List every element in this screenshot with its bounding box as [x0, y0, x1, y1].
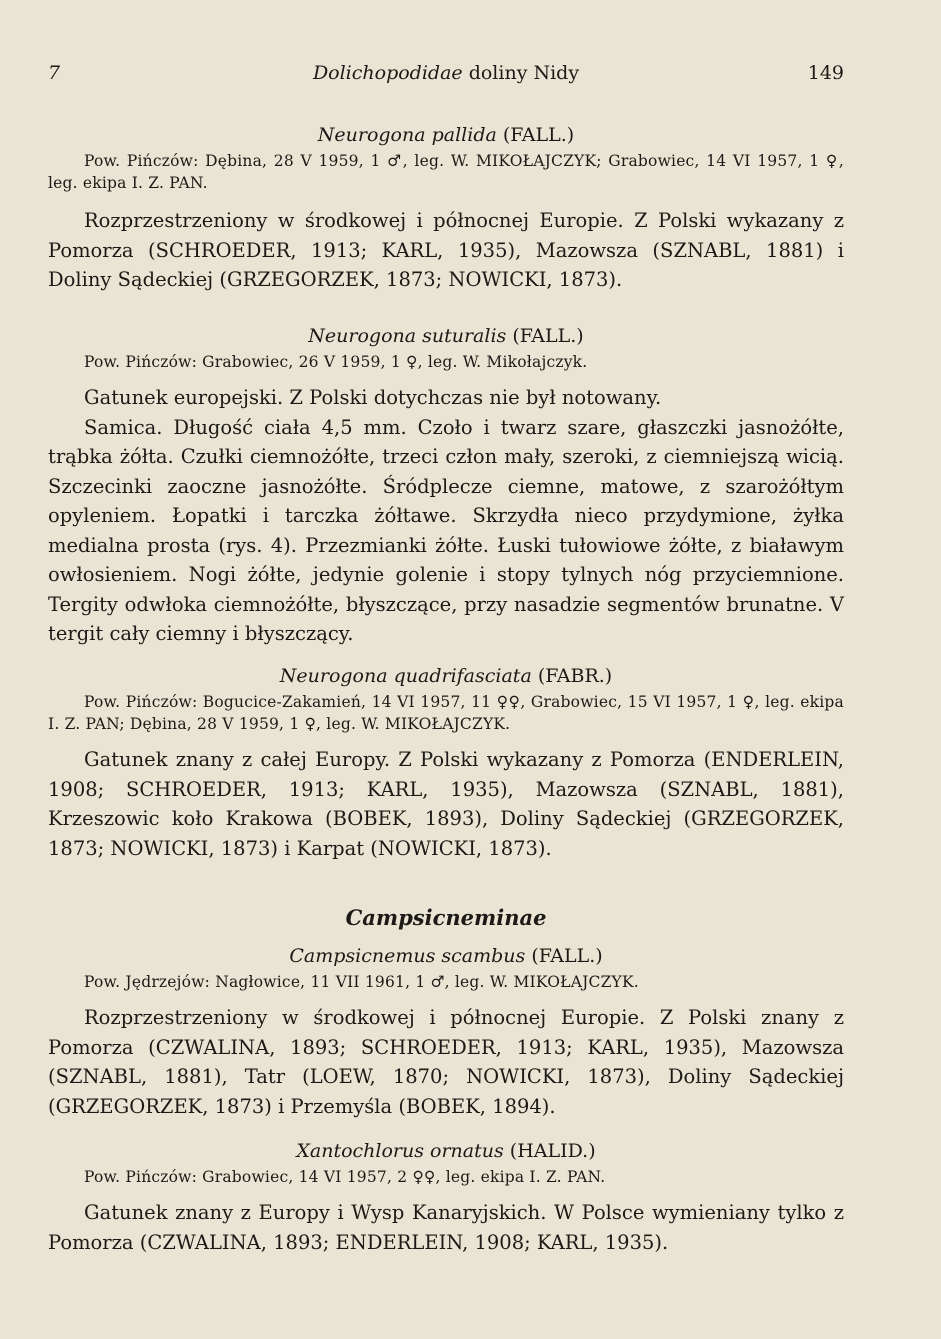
species-heading	[48, 945, 844, 967]
margin-mark: 7	[48, 62, 61, 84]
species-author: (HALID.)	[509, 1140, 596, 1162]
specimen-record: Pow. Jędrzejów: Nagłowice, 11 VII 1961, 1 ♂, leg. W. MIKOŁAJCZYK.	[84, 973, 639, 991]
species-section	[48, 665, 844, 863]
species-heading	[48, 325, 844, 347]
body-paragraph: Gatunek znany z Europy i Wysp Kanaryjskich. W Polsce wymieniany tylko z Pomorza (CZWALINA, 1893; ENDERLEIN, 1908; KARL, 1935).	[48, 1201, 844, 1254]
running-title-family: Dolichopodidae	[312, 62, 463, 84]
specimen-record: Pow. Pińczów: Dębina, 28 V 1959, 1 ♂, leg. W. MIKOŁAJCZYK; Grabowiec, 14 VI 1957, 1 ♀, leg. ekipa I. Z. PAN.	[48, 152, 844, 192]
species-author: (FALL.)	[531, 945, 603, 967]
species-author: (FABR.)	[537, 665, 613, 687]
subfamily-heading: Campsicneminae	[345, 905, 547, 930]
specimen-record: Pow. Pińczów: Grabowiec, 26 V 1959, 1 ♀, leg. W. Mikołajczyk.	[84, 353, 588, 371]
species-section	[48, 325, 844, 649]
body-paragraph: Gatunek znany z całej Europy. Z Polski wykazany z Pomorza (ENDERLEIN, 1908; SCHROEDER, 1913; KARL, 1935), Mazowsza (SZNABL, 1881), Krzeszowic koło Krakowa (BOBEK, 1893), Doliny Sądeckiej (GRZEGORZEK, 1873; NOWICKI, 1873) i Karpat (NOWICKI, 1873).	[48, 748, 844, 860]
species-author: (FALL.)	[512, 325, 584, 347]
running-title	[48, 62, 844, 84]
species-name: Neurogona suturalis	[308, 325, 507, 347]
body-paragraph: Rozprzestrzeniony w środkowej i północnej Europie. Z Polski znany z Pomorza (CZWALINA, 1893; SCHROEDER, 1913; KARL, 1935), Mazowsza (SZNABL, 1881), Tatr (LOEW, 1870; NOWICKI, 1873), Doliny Sądeckiej (GRZEGORZEK, 1873) i Przemyśla (BOBEK, 1894).	[48, 1006, 844, 1118]
species-section	[48, 124, 844, 295]
specimen-record: Pow. Pińczów: Grabowiec, 14 VI 1957, 2 ♀♀, leg. ekipa I. Z. PAN.	[84, 1168, 606, 1186]
species-heading	[48, 124, 844, 146]
species-author: (FALL.)	[502, 124, 575, 146]
running-header	[48, 62, 844, 92]
body-paragraph: Gatunek europejski. Z Polski dotychczas nie był notowany.	[84, 386, 662, 409]
species-name: Neurogona quadrifasciata	[279, 665, 532, 687]
species-name: Xantochlorus ornatus	[296, 1140, 504, 1162]
species-name: Neurogona pallida	[317, 124, 497, 146]
species-name: Campsicnemus scambus	[289, 945, 526, 967]
species-heading	[48, 665, 844, 687]
page-number: 149	[807, 62, 844, 84]
specimen-record: Pow. Pińczów: Bogucice-Zakamień, 14 VI 1957, 11 ♀♀, Grabowiec, 15 VI 1957, 1 ♀, leg. ekipa I. Z. PAN; Dębina, 28 V 1959, 1 ♀, leg. W. MIKOŁAJCZYK.	[48, 693, 844, 733]
running-title-rest: doliny Nidy	[462, 62, 580, 84]
species-heading	[48, 1140, 844, 1162]
species-section	[48, 1140, 844, 1257]
body-paragraph: Rozprzestrzeniony w środkowej i północnej Europie. Z Polski wykazany z Pomorza (SCHROEDER, 1913; KARL, 1935), Mazowsza (SZNABL, 1881) i Doliny Sądeckiej (GRZEGORZEK, 1873; NOWICKI, 1873).	[48, 209, 844, 291]
species-section	[48, 945, 844, 1121]
body-paragraph: Samica. Długość ciała 4,5 mm. Czoło i twarz szare, głaszczki jasnożółte, trąbka żółta. Czułki ciemnożółte, trzeci człon mały, szeroki, z ciemniejszą wicią. Szczecinki zaoczne jasnożółte. Śródplecze ciemne, matowe, z szarożółtym opyleniem. Łopatki i tarczka żółtawe. Skrzydła nieco przydymione, żyłka medialna prosta (rys. 4). Przezmianki żółte. Łuski tułowiowe żółte, z białawym owłosieniem. Nogi żółte, jedynie golenie i stopy tylnych nóg przyciemnione. Tergity odwłoka ciemnożółte, błyszczące, przy nasadzie segmentów brunatne. V tergit cały ciemny i błyszczący.	[48, 415, 844, 645]
